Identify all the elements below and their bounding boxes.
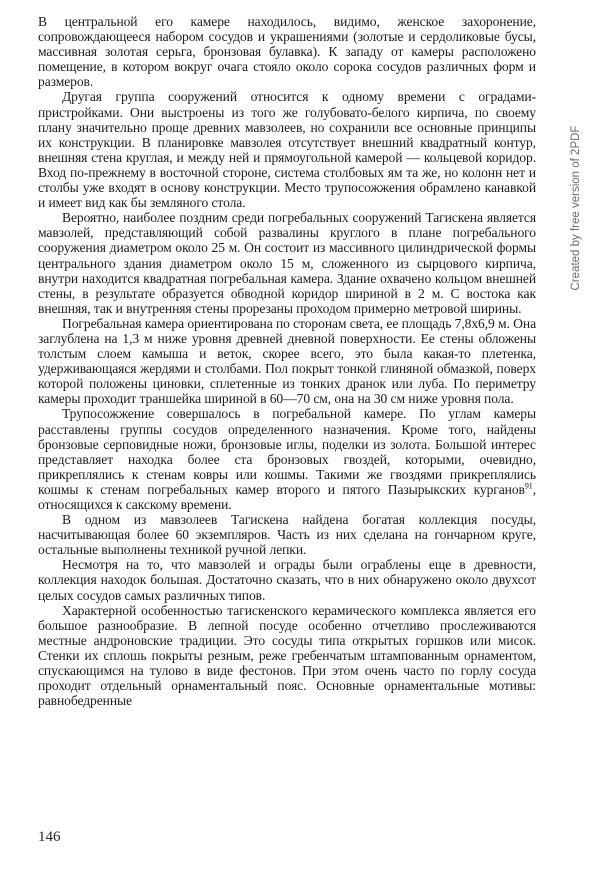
paragraph-6: В одном из мавзолеев Тагискена найдена богатая коллекция посуды, насчитывающая более 60 экземпляров. Часть из них сделана на гончарном круге, остальные выполнены техникой ручной лепки. [38,512,536,558]
watermark-text: Created by free version of 2PDF [570,125,582,291]
paragraph-7: Несмотря на то, что мавзолей и ограды были ограблены еще в древности, коллекция находок большая. Достаточно сказать, что в них обнаружено около двухсот целых сосудов самых различных типов. [38,557,536,603]
pdf-watermark [558,78,594,338]
page-number: 146 [38,829,61,845]
paragraph-5 [38,406,536,512]
paragraph-4: Погребальная камера ориентирована по сторонам света, ее площадь 7,8х6,9 м. Она заглублена на 1,3 м ниже уровня древней дневной поверхности. Ее стены обложены толстым слоем камыша и веток, скорее всего, это была какая-то плетенка, удерживающаяся жердями и столбами. Пол покрыт тонкой глиняной обмазкой, поверх которой положены циновки, сплетенные из тонких дранок или луба. По периметру камеры проходит траншейка шириной в 60—70 см, она на 30 см ниже уровня пола. [38,315,536,407]
page-body [38,14,536,708]
paragraph-3: Вероятно, наиболее поздним среди погребальных сооружений Тагискена является мавзолей, представляющий собой развалины круглого в плане погребального сооружения диаметром около 25 м. Он состоит из массивного цилиндрической формы центрального здания диаметром около 15 м, сложенного из сырцового кирпича, внутри находится квадратная погребальная камера. Здание охвачено кольцом внешней стены, в результате образуется обводной коридор шириной в 2 м. С востока как внешняя, так и внутренняя стены прорезаны проходом примерно метровой ширины. [38,210,536,316]
paragraph-1: В центральной его камере находилось, видимо, женское захоронение, сопровождающееся набором сосудов и украшениями (золотые и сердоликовые бусы, массивная золотая серьга, бронзовая булавка). К западу от камеры расположено помещение, в котором вокруг очага стояло около сорока сосудов различных форм и размеров. [38,14,536,90]
paragraph-8: Характерной особенностью тагискенского керамического комплекса является его большое разнообразие. В лепной посуде особенно отчетливо прослеживаются местные андроновские традиции. Это сосуды типа открытых горшков или мисок. Стенки их сплошь покрыты резным, реже гребенчатым штампованным орнаментом, спускающимся на тулово в виде фестонов. При этом очень часто по горлу сосуда проходит отдельный орнаментальный пояс. Основные орнаментальные мотивы: равнобедренные [38,602,536,709]
paragraph-5-text: Трупосожжение совершалось в погребальной камере. По углам камеры расставлены группы сосудов определенного назначения. Кроме того, найдены бронзовые серповидные ножи, бронзовые иглы, поделки из золота. Большой интерес представляет находка более ста бронзовых гвоздей, которыми, очевидно, прикреплялись к стенам ковры или кошмы. Такими же гвоздями прикреплялись кошмы к стенам погребальных камер второго и пятого Пазырыкских курганов [38,406,536,497]
paragraph-2: Другая группа сооружений относится к одному времени с оградами-пристройками. Они выстроены из того же голубовато-белого кирпича, по своему плану значительно проще древних мавзолеев, но сохранили все основные принципы их конструкции. В планировке мавзолея отсутствует внешний квадратный контур, внешняя стена круглая, и между ней и прямоугольной камерой — кольцевой коридор. Вход по-прежнему в восточной стороне, система столбовых ям та же, но колонн нет и столбы уже входят в основу конструкции. Место трупосожжения обрамлено канавкой и имеет вид как бы земляного стола. [38,89,536,211]
paragraph-5-tail: , относящихся к сакскому времени. [38,481,536,512]
footnote-reference: 91 [524,481,533,491]
